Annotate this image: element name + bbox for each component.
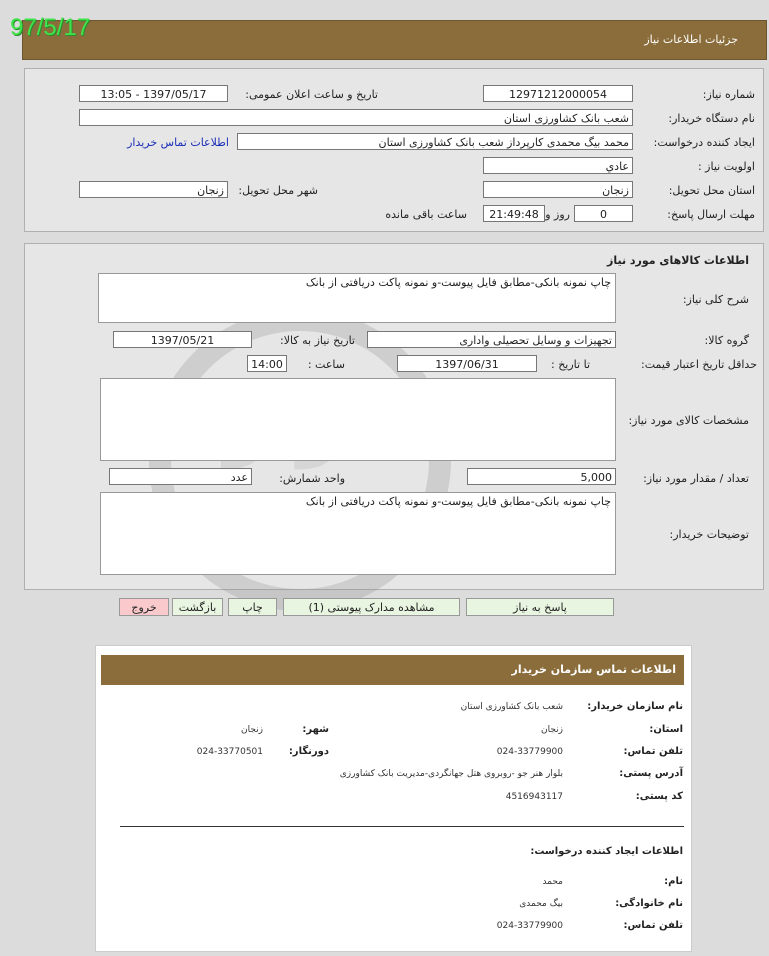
city-field[interactable]: زنجان: [79, 181, 228, 198]
need-number-field[interactable]: 12971212000054: [483, 85, 633, 102]
contact-card-header: [101, 655, 684, 685]
page-header: [22, 20, 767, 60]
province-label: استان:: [649, 724, 683, 735]
remaining-label: ساعت باقی مانده: [385, 208, 467, 221]
desc-label: شرح کلی نیاز:: [682, 293, 749, 306]
buyer-label: نام دستگاه خریدار:: [668, 112, 755, 125]
announce-field[interactable]: 1397/05/17 - 13:05: [79, 85, 228, 102]
deadline-label: مهلت ارسال پاسخ:: [667, 208, 755, 221]
address-label: آدرس پستی:: [619, 768, 683, 779]
divider: [120, 826, 684, 827]
time-field[interactable]: 21:49:48: [483, 205, 545, 222]
unit-field[interactable]: عدد: [109, 468, 252, 485]
goods-title: اطلاعات کالاهای مورد نیاز: [607, 254, 749, 267]
city-label: شهر محل تحویل:: [238, 184, 318, 197]
qty-label: تعداد / مقدار مورد نیاز:: [643, 472, 749, 485]
city-value: زنجان: [240, 725, 263, 735]
address-value: بلوار هنر جو -روبروی هتل جهانگردی-مدیریت بانک کشاورزی: [339, 769, 563, 779]
reply-button[interactable]: پاسخ به نیاز: [466, 598, 614, 616]
need-number-label: شماره نیاز:: [702, 88, 755, 101]
days-label: روز و: [545, 208, 570, 221]
city-label: شهر:: [302, 724, 329, 735]
postal-label: کد پستی:: [635, 791, 683, 802]
date-stamp: 97/5/17: [10, 14, 91, 41]
fax-value: 024-33770501: [196, 747, 263, 757]
notes-label: توضیحات خریدار:: [669, 528, 749, 541]
view-docs-button[interactable]: مشاهده مدارک پیوستی (1): [283, 598, 460, 616]
group-label: گروه کالا:: [704, 334, 749, 347]
phone-value: 024-33779900: [496, 747, 563, 757]
qty-field[interactable]: 5,000: [467, 468, 616, 485]
buyer-contact-link[interactable]: اطلاعات تماس خریدار: [127, 136, 229, 149]
province-label: استان محل تحویل:: [668, 184, 755, 197]
specs-textarea[interactable]: [100, 378, 616, 461]
priority-field[interactable]: عادي: [483, 157, 633, 174]
creator-label: ایجاد کننده درخواست:: [653, 136, 755, 149]
creator-phone-value: 024-33779900: [496, 921, 563, 931]
creator-info-title: اطلاعات ایجاد کننده درخواست:: [530, 846, 683, 857]
page-title: جزئیات اطلاعات نیاز: [644, 33, 738, 46]
validity-label: حداقل تاریخ اعتبار قیمت:: [641, 358, 757, 371]
exit-button[interactable]: خروج: [119, 598, 169, 616]
group-field[interactable]: تجهیزات و وسایل تحصیلی واداری: [367, 331, 616, 348]
org-label: نام سازمان خریدار:: [587, 701, 683, 712]
specs-label: مشخصات کالای مورد نیاز:: [628, 414, 749, 427]
need-date-label: تاریخ نیاز به کالا:: [280, 334, 355, 347]
name-value: محمد: [542, 877, 563, 887]
fax-label: دورنگار:: [288, 746, 329, 757]
creator-phone-label: تلفن تماس:: [623, 920, 683, 931]
hour-label: ساعت :: [307, 358, 345, 371]
to-date-field[interactable]: 1397/06/31: [397, 355, 537, 372]
need-date-field[interactable]: 1397/05/21: [113, 331, 252, 348]
phone-label: تلفن تماس:: [623, 746, 683, 757]
family-label: نام خانوادگی:: [615, 898, 683, 909]
back-button[interactable]: بازگشت: [172, 598, 223, 616]
name-label: نام:: [664, 876, 683, 887]
announce-label: تاریخ و ساعت اعلان عمومی:: [245, 88, 378, 101]
province-value: زنجان: [540, 725, 563, 735]
print-button[interactable]: چاپ: [228, 598, 277, 616]
org-value: شعب بانک کشاورزی استان: [460, 702, 563, 712]
postal-value: 4516943117: [505, 792, 563, 802]
notes-textarea[interactable]: چاپ نمونه بانکی-مطابق فایل پیوست-و نمونه پاکت دریافتی از بانک: [100, 492, 616, 575]
creator-field[interactable]: محمد بیگ محمدی کارپرداز شعب بانک کشاورزی استان: [237, 133, 633, 150]
days-field[interactable]: 0: [574, 205, 633, 222]
contact-card-title: اطلاعات تماس سازمان خریدار: [511, 663, 676, 676]
buyer-contact-card: [95, 645, 692, 952]
desc-textarea[interactable]: چاپ نمونه بانکی-مطابق فایل پیوست-و نمونه پاکت دریافتی از بانک: [98, 273, 616, 323]
priority-label: اولویت نیاز :: [697, 160, 755, 173]
family-value: بیگ محمدی: [519, 899, 563, 909]
buyer-field[interactable]: شعب بانک کشاورزی استان: [79, 109, 633, 126]
province-field[interactable]: زنجان: [483, 181, 633, 198]
unit-label: واحد شمارش:: [279, 472, 345, 485]
hour-field[interactable]: 14:00: [247, 355, 287, 372]
to-date-label: تا تاریخ :: [551, 358, 590, 371]
